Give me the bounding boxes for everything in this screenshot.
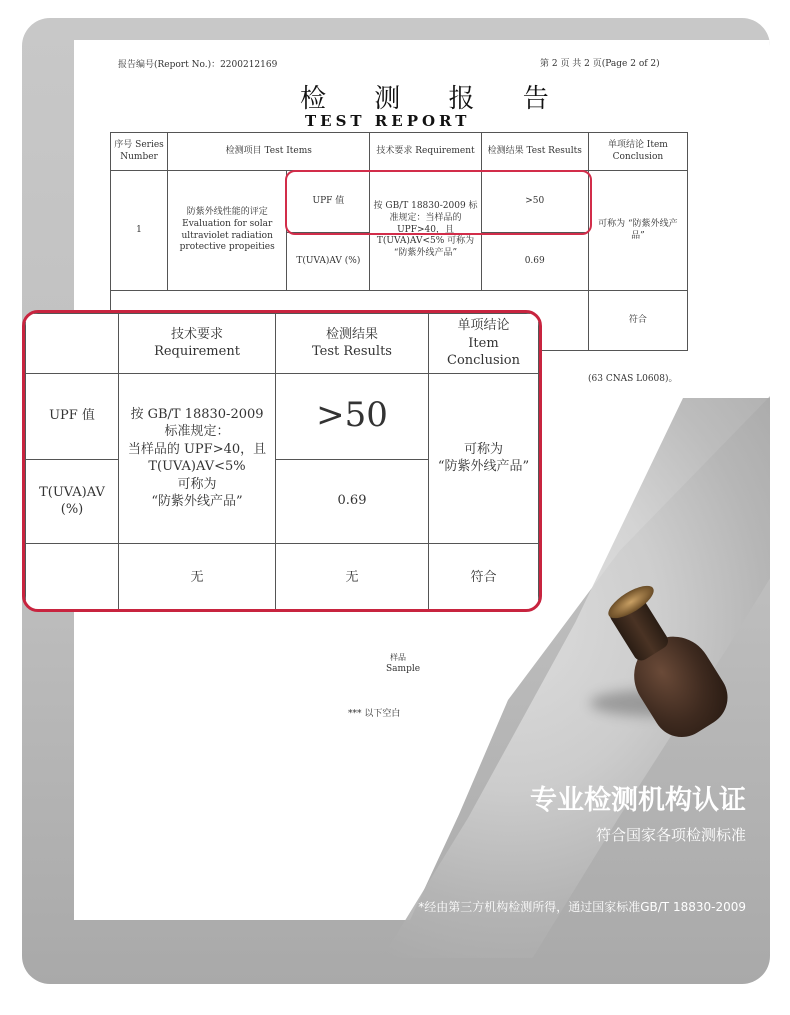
cnas-text: (63 CNAS L0608)。 <box>588 374 678 384</box>
result-upf: >50 <box>481 171 588 233</box>
zoom-conclusion-line1: 可称为 <box>463 441 503 457</box>
report-title-en: TEST REPORT <box>305 112 471 130</box>
zoom-requirement-cn: 技术要求 <box>170 326 223 342</box>
zoom-req-line3: 当样品的 UPF>40，且 <box>127 441 267 457</box>
zoom-req-line2: 标准规定： <box>164 424 230 440</box>
report-title-cn: 检 测 报 告 <box>300 84 569 114</box>
header-test-items: 检测项目 Test Items <box>168 133 370 171</box>
highlight-box <box>285 170 592 235</box>
zoom-header-requirement <box>119 314 276 374</box>
zoom-results-en: Test Results <box>312 344 392 360</box>
end-text: *** 以下空白 <box>348 709 401 719</box>
zoom-panel <box>22 310 542 612</box>
zoom-conclusion-cn: 单项结论 <box>457 318 510 333</box>
zoom-header-conclusion <box>429 314 539 374</box>
zoom-req-line6: “防紫外线产品” <box>151 494 243 510</box>
zoom-conclusion-text <box>429 373 539 543</box>
sample-label-cn: 样品 <box>390 653 406 662</box>
zoom-req-line1: 按 GB/T 18830-2009 <box>130 406 264 422</box>
conclusion-text: 可称为 “防紫外线产品” <box>588 171 687 291</box>
slogan-title: 专业检测机构认证 <box>530 785 746 816</box>
page-info: 第 2 页 共 2 页(Page 2 of 2) <box>540 59 660 69</box>
test-item-desc: 防紫外线性能的评定 Evaluation for solar ultraviolet radiation protective propeities <box>168 171 287 291</box>
zoom-header-results <box>276 314 429 374</box>
zoom-none-2: 无 <box>276 543 429 612</box>
zoom-uva-line1: T(UVA)AV <box>39 484 105 500</box>
zoom-conclusion-en: Item Conclusion <box>447 335 520 369</box>
zoom-table <box>25 313 539 612</box>
upf-label: UPF 值 <box>287 171 370 233</box>
header-requirement: 技术要求 Requirement <box>370 133 481 171</box>
zoom-upf-label: UPF 值 <box>26 373 119 459</box>
zoom-uva-line2: (%) <box>60 502 84 518</box>
slogan-footnote: *经由第三方机构检测所得，通过国家标准GB/T 18830-2009 <box>418 900 746 914</box>
zoom-req-line4: T(UVA)AV<5% <box>148 459 246 475</box>
zoom-results-cn: 检测结果 <box>325 326 378 342</box>
header-conclusion: 单项结论 Item Conclusion <box>588 133 687 171</box>
sample-label-en: Sample <box>386 664 421 674</box>
zoom-none-1: 无 <box>119 543 276 612</box>
uva-label: T(UVA)AV (%) <box>287 233 370 291</box>
zoom-result-uva: 0.69 <box>276 459 429 543</box>
requirement-text: 按 GB/T 18830-2009 标准规定：当样品的 UPF>40，且 T(UVA)AV<5% 可称为 “防紫外线产品” <box>370 171 481 291</box>
zoom-conclusion-line2: “防紫外线产品” <box>437 459 530 475</box>
series-number: 1 <box>111 171 168 291</box>
zoom-conclusion-ok: 符合 <box>429 543 539 612</box>
zoom-requirement-text <box>119 373 276 543</box>
report-number: 报告编号(Report No.)：2200212169 <box>118 60 278 70</box>
zoom-req-line5: 可称为 <box>177 476 217 492</box>
conclusion-ok: 符合 <box>588 291 687 351</box>
result-uva: 0.69 <box>481 233 588 291</box>
zoom-uva-label <box>26 459 119 543</box>
slogan-subtitle: 符合国家各项检测标准 <box>595 826 746 844</box>
zoom-result-upf: >50 <box>276 373 429 459</box>
zoom-requirement-en: Requirement <box>154 344 240 360</box>
header-results: 检测结果 Test Results <box>481 133 588 171</box>
header-series: 序号 Series Number <box>111 133 168 171</box>
